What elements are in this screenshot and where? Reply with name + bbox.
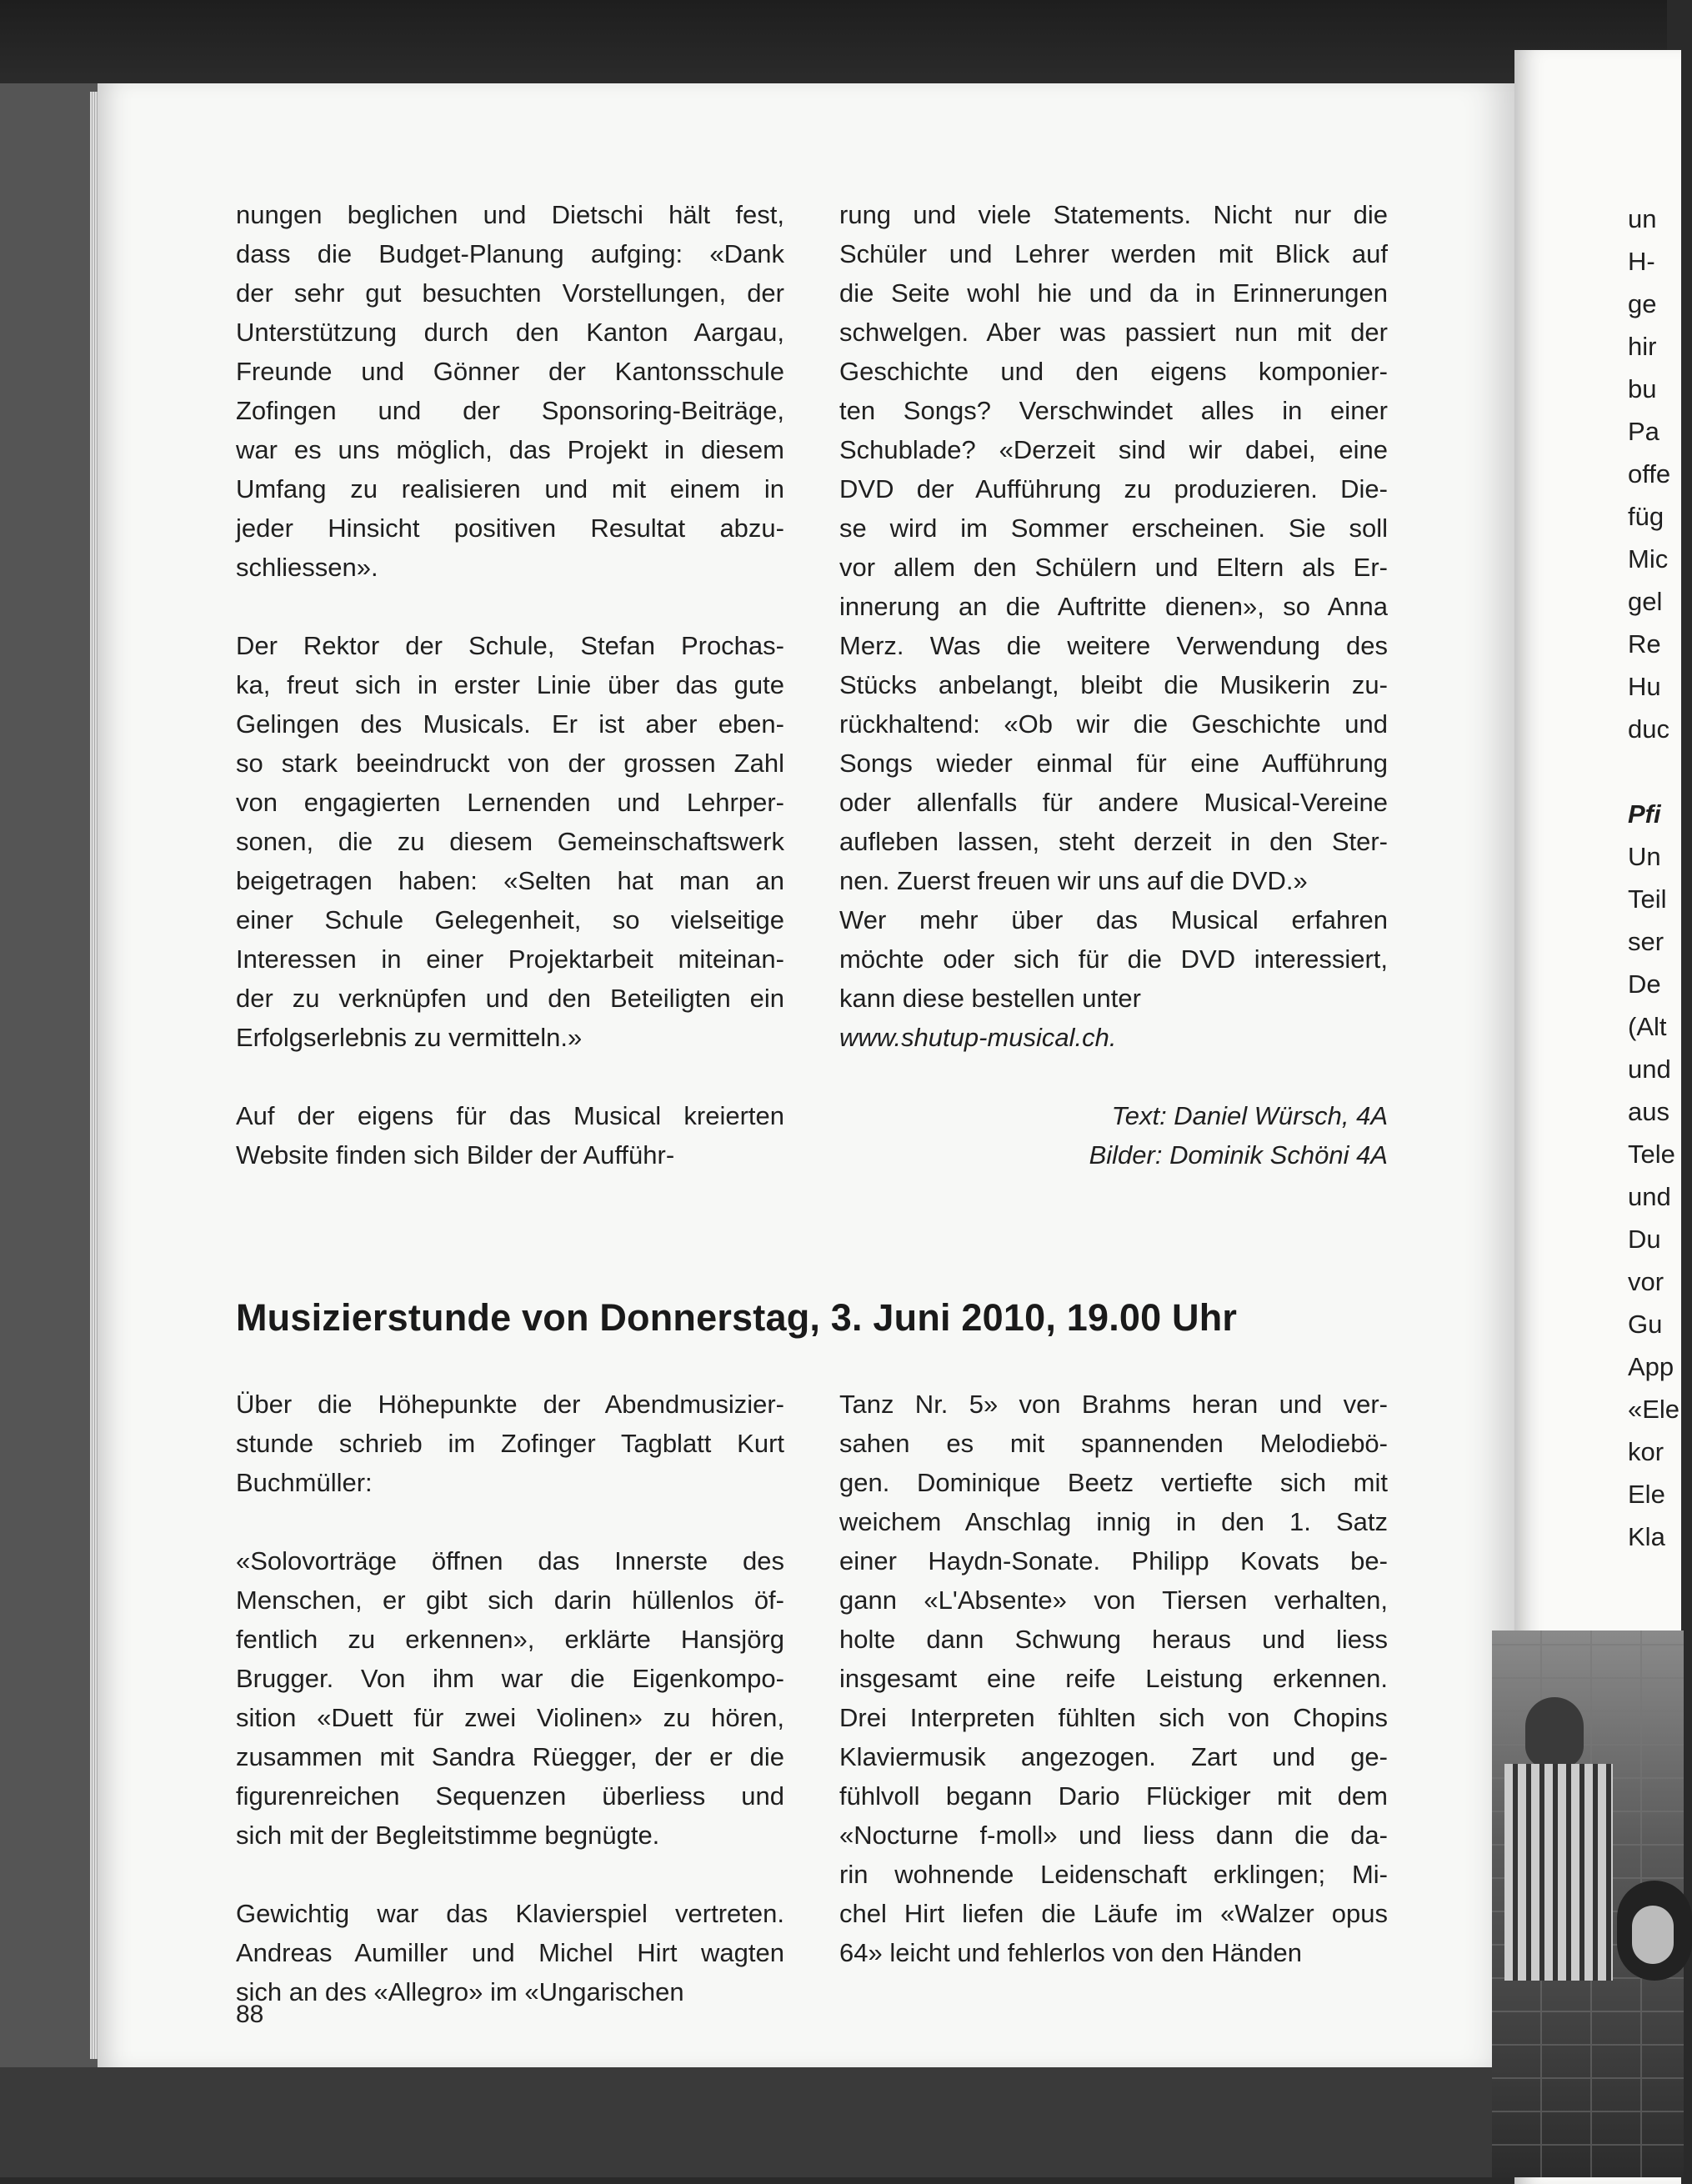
text-line: vor	[1628, 1267, 1664, 1296]
text-line: Kla	[1628, 1522, 1665, 1551]
text-line: innerung an die Auftritte dienen», so Anna	[839, 592, 1388, 621]
text-line: hir	[1628, 332, 1657, 361]
credit-text: Text: Daniel Würsch, 4A	[1111, 1101, 1388, 1130]
text-line: Schublade? «Derzeit sind wir dabei, eine	[839, 435, 1388, 464]
text-line: der sehr gut besuchten Vorstellungen, der	[236, 278, 784, 308]
text-line: ge	[1628, 289, 1657, 318]
text-line: zusammen mit Sandra Rüegger, der er die	[236, 1742, 784, 1771]
text-line: aufleben lassen, steht derzeit in den Ster-	[839, 827, 1388, 856]
text-line: ser	[1628, 927, 1664, 956]
text-line: nen. Zuerst freuen wir uns auf die DVD.»	[839, 866, 1308, 895]
text-line: ten Songs? Verschwindet alles in einer	[839, 396, 1388, 425]
text-line: rückhaltend: «Ob wir die Geschichte und	[839, 709, 1388, 739]
article-top-left-column	[236, 195, 784, 1175]
text-line: se wird im Sommer erscheinen. Sie soll	[839, 513, 1388, 543]
text-line: von engagierten Lernenden und Lehrper-	[236, 788, 784, 817]
text-line: offe	[1628, 459, 1671, 488]
text-line: jeder Hinsicht positiven Resultat abzu-	[236, 513, 784, 543]
text-line: einer Schule Gelegenheit, so vielseitige	[236, 905, 784, 934]
text-line: Gewichtig war das Klavierspiel vertreten.	[236, 1899, 784, 1928]
text-line: Re	[1628, 629, 1661, 659]
text-line: Klaviermusik angezogen. Zart und ge-	[839, 1742, 1388, 1771]
article-bottom-right-column	[839, 1385, 1388, 1972]
text-line: vor allem den Schülern und Eltern als Er-	[839, 553, 1388, 582]
text-line: Zofingen und der Sponsoring-Beiträge,	[236, 396, 784, 425]
text-line: Hu	[1628, 672, 1661, 701]
text-line: einer Haydn-Sonate. Philipp Kovats be-	[839, 1546, 1388, 1575]
credit-images: Bilder: Dominik Schöni 4A	[1089, 1140, 1388, 1170]
text-line: Ele	[1628, 1480, 1665, 1509]
text-line: ka, freut sich in erster Linie über das gute	[236, 670, 784, 699]
text-line: gel	[1628, 587, 1663, 616]
text-line: sich an des «Allegro» im «Ungarischen	[236, 1977, 684, 2006]
text-line: fühlvoll begann Dario Flückiger mit dem	[839, 1781, 1388, 1811]
text-line: stunde schrieb im Zofinger Tagblatt Kurt	[236, 1429, 784, 1458]
text-line: «Solovorträge öffnen das Innerste des	[236, 1546, 784, 1575]
text-line: Stücks anbelangt, bleibt die Musikerin zu-	[839, 670, 1388, 699]
text-line: Unterstützung durch den Kanton Aargau,	[236, 318, 784, 347]
article-top-right-column	[839, 195, 1388, 1018]
text-line: füg	[1628, 502, 1664, 531]
text-line: «Nocturne f-moll» und liess dann die da-	[839, 1821, 1388, 1850]
text-line: insgesamt eine reife Leistung erkennen.	[839, 1664, 1388, 1693]
text-line: Der Rektor der Schule, Stefan Prochas-	[236, 631, 784, 660]
text-line: weichem Anschlag innig in den 1. Satz	[839, 1507, 1388, 1536]
text-line: sich mit der Begleitstimme begnügte.	[236, 1821, 660, 1850]
text-line: Drei Interpreten fühlten sich von Chopins	[839, 1703, 1388, 1732]
text-line: Freunde und Gönner der Kantonsschule	[236, 357, 784, 386]
text-line: figurenreichen Sequenzen überliess und	[236, 1781, 784, 1811]
text-line: Pa	[1628, 417, 1659, 446]
text-line: sition «Duett für zwei Violinen» zu hören,	[236, 1703, 784, 1732]
text-line: Brugger. Von ihm war die Eigenkompo-	[236, 1664, 784, 1693]
text-line: chel Hirt liefen die Läufe im «Walzer opus	[839, 1899, 1388, 1928]
text-line: die Seite wohl hie und da in Erinnerungen	[839, 278, 1388, 308]
text-line: 64» leicht und fehlerlos von den Händen	[839, 1938, 1302, 1967]
text-line: Un	[1628, 842, 1661, 871]
text-line: Geschichte und den eigens komponier-	[839, 357, 1388, 386]
text-line: Gelingen des Musicals. Er ist aber eben-	[236, 709, 784, 739]
text-line: bu	[1628, 374, 1657, 403]
text-line: aus	[1628, 1097, 1669, 1126]
text-line: Buchmüller:	[236, 1468, 373, 1497]
text-line: rung und viele Statements. Nicht nur die	[839, 200, 1388, 229]
text-line: möchte oder sich für die DVD interessiert,	[839, 944, 1388, 974]
text-line: holte dann Schwung heraus und liess	[839, 1625, 1388, 1654]
text-line: rin wohnende Leidenschaft erklingen; Mi-	[839, 1860, 1388, 1889]
text-line: Wer mehr über das Musical erfahren	[839, 905, 1388, 934]
text-line: war es uns möglich, das Projekt in diesem	[236, 435, 784, 464]
text-line: Über die Höhepunkte der Abendmusizier-	[236, 1390, 784, 1419]
text-line: Erfolgserlebnis zu vermitteln.»	[236, 1023, 583, 1052]
text-line: un	[1628, 204, 1657, 233]
text-line: duc	[1628, 714, 1669, 744]
text-line: fentlich zu erkennen», erklärte Hansjörg	[236, 1625, 784, 1654]
text-line: Teil	[1628, 884, 1667, 914]
text-line: Tele	[1628, 1140, 1675, 1169]
next-page-column	[1628, 198, 1678, 1558]
text-line: gann «L'Absente» von Tiersen verhalten,	[839, 1585, 1388, 1615]
text-line: App	[1628, 1352, 1674, 1381]
text-line: (Alt	[1628, 1012, 1667, 1041]
text-line: Merz. Was die weitere Verwendung des	[839, 631, 1388, 660]
text-line: Andreas Aumiller und Michel Hirt wagten	[236, 1938, 784, 1967]
text-line: Auf der eigens für das Musical kreierten	[236, 1101, 784, 1130]
text-line: schliessen».	[236, 553, 378, 582]
text-line: und	[1628, 1054, 1671, 1084]
text-line: De	[1628, 969, 1661, 999]
section-headline: Musizierstunde von Donnerstag, 3. Juni 2010, 19.00 Uhr	[236, 1296, 1238, 1339]
text-line: oder allenfalls für andere Musical-Vereine	[839, 788, 1388, 817]
text-line: der zu verknüpfen und den Beteiligten ein	[236, 984, 784, 1013]
text-line: Schüler und Lehrer werden mit Blick auf	[839, 239, 1388, 268]
text-line: nungen beglichen und Dietschi hält fest,	[236, 200, 784, 229]
text-line: Menschen, er gibt sich darin hüllenlos öf-	[236, 1585, 784, 1615]
text-line: beigetragen haben: «Selten hat man an	[236, 866, 784, 895]
text-line: Umfang zu realisieren und mit einem in	[236, 474, 784, 503]
text-line: kor	[1628, 1437, 1664, 1466]
text-line: sonen, die zu diesem Gemeinschaftswerk	[236, 827, 784, 856]
text-line: Du	[1628, 1225, 1661, 1254]
text-line: «Ele	[1628, 1395, 1680, 1424]
text-line: H-	[1628, 247, 1655, 276]
page-number: 88	[236, 2001, 264, 2028]
text-line: Gu	[1628, 1310, 1663, 1339]
text-line: kann diese bestellen unter	[839, 984, 1141, 1013]
text-line: Website finden sich Bilder der Aufführ-	[236, 1140, 675, 1170]
text-line: schwelgen. Aber was passiert nun mit der	[839, 318, 1388, 347]
text-line: so stark beeindruckt von der grossen Zahl	[236, 749, 784, 778]
website-link-text: www.shutup-musical.ch.	[839, 1023, 1117, 1052]
text-line: dass die Budget-Planung aufging: «Dank	[236, 239, 784, 268]
text-line: Tanz Nr. 5» von Brahms heran und ver-	[839, 1390, 1388, 1419]
text-line: sahen es mit spannenden Melodiebö-	[839, 1429, 1388, 1458]
text-line: gen. Dominique Beetz vertiefte sich mit	[839, 1468, 1388, 1497]
text-line: Interessen in einer Projektarbeit miteinan-	[236, 944, 784, 974]
article-top-right-tail	[839, 1018, 1388, 1175]
text-line: Songs wieder einmal für eine Aufführung	[839, 749, 1388, 778]
subheading: Pfi	[1628, 799, 1661, 829]
text-line: und	[1628, 1182, 1671, 1211]
text-line: Mic	[1628, 544, 1669, 574]
article-bottom-left-column	[236, 1385, 784, 2011]
text-line: DVD der Aufführung zu produzieren. Die-	[839, 474, 1388, 503]
group-photo	[1492, 1630, 1684, 2177]
